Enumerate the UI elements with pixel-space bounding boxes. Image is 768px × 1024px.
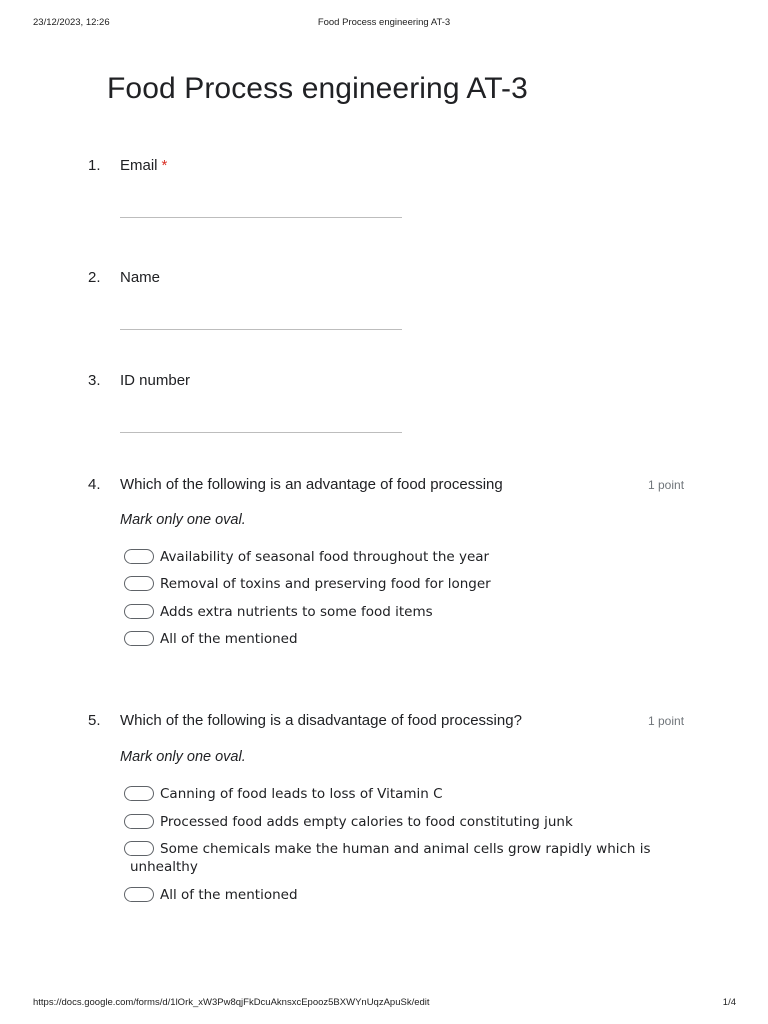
radio-oval[interactable] (124, 786, 154, 801)
option-label: Processed food adds empty calories to food constituting junk (160, 814, 573, 830)
question-number: 1. (88, 157, 101, 174)
radio-oval[interactable] (124, 604, 154, 619)
radio-oval[interactable] (124, 887, 154, 902)
print-header (0, 17, 768, 31)
question-number: 5. (88, 712, 101, 729)
form-title: Food Process engineering AT-3 (107, 72, 528, 105)
name-input[interactable] (120, 329, 402, 330)
required-asterisk: * (161, 157, 168, 174)
page-number: 1/4 (722, 997, 736, 1008)
question-text: Which of the following is an advantage of food processing (120, 476, 503, 493)
print-footer (0, 997, 768, 1011)
question-number: 3. (88, 372, 101, 389)
option-label: Removal of toxins and preserving food for longer (160, 576, 491, 592)
instruction-text: Mark only one oval. (120, 749, 246, 765)
option-label-continuation: unhealthy (130, 859, 198, 875)
radio-oval[interactable] (124, 631, 154, 646)
question-number: 2. (88, 269, 101, 286)
option-label: Adds extra nutrients to some food items (160, 604, 433, 620)
question-number: 4. (88, 476, 101, 493)
option-label: All of the mentioned (160, 631, 298, 647)
option-label: All of the mentioned (160, 887, 298, 903)
id-number-input[interactable] (120, 432, 402, 433)
radio-oval[interactable] (124, 576, 154, 591)
question-text: Email * (120, 157, 168, 174)
print-doc-title: Food Process engineering AT-3 (317, 17, 451, 28)
question-text: ID number (120, 372, 191, 389)
radio-oval[interactable] (124, 841, 154, 856)
question-text: Name (120, 269, 161, 286)
instruction-text: Mark only one oval. (120, 512, 246, 528)
points-label: 1 point (648, 714, 685, 728)
radio-oval[interactable] (124, 549, 154, 564)
option-label: Some chemicals make the human and animal cells grow rapidly which is (160, 841, 651, 857)
option-label: Canning of food leads to loss of Vitamin C (160, 786, 443, 802)
points-label: 1 point (648, 478, 685, 492)
email-input[interactable] (120, 217, 402, 218)
radio-oval[interactable] (124, 814, 154, 829)
print-datetime: 23/12/2023, 12:26 (33, 17, 110, 28)
question-text: Which of the following is a disadvantage of food processing? (120, 712, 522, 729)
option-label: Availability of seasonal food throughout the year (160, 549, 490, 565)
print-url: https://docs.google.com/forms/d/1lOrk_xW3Pw8qjFkDcuAknsxcEpooz5BXWYnUqzApuSk/edit (33, 997, 430, 1008)
